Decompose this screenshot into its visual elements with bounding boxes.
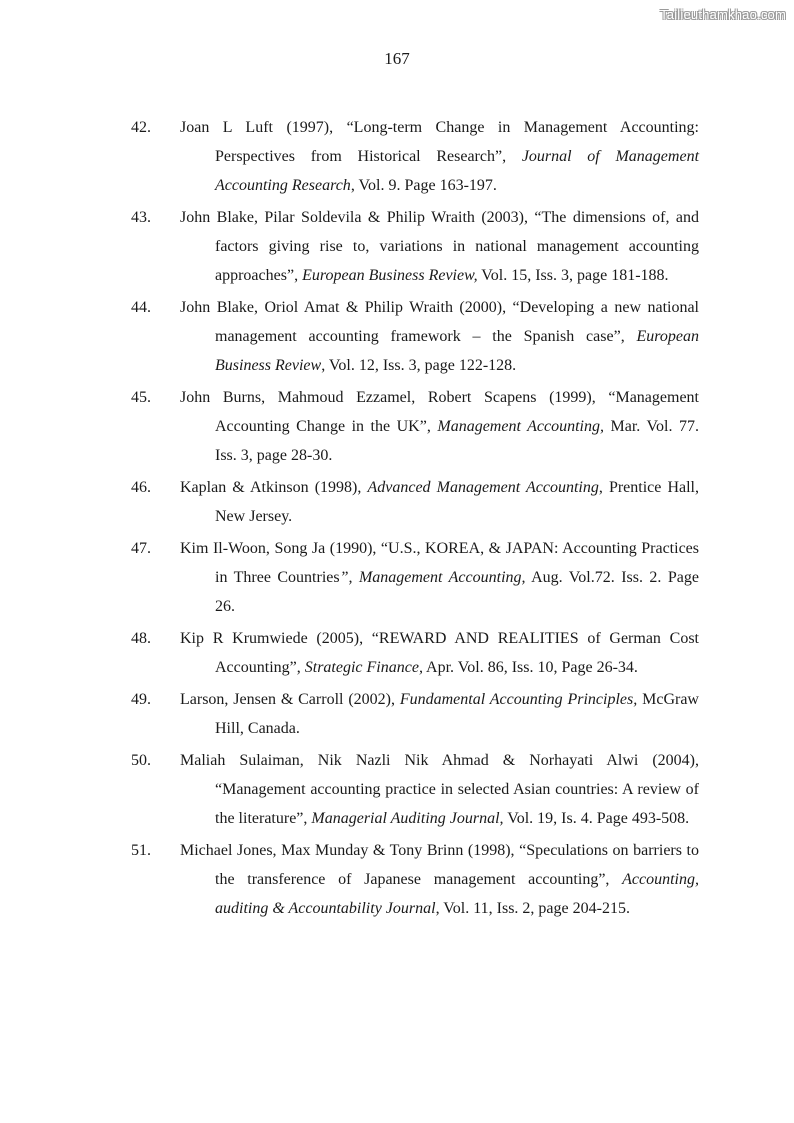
reference-item [131, 473, 699, 531]
reference-text: Kip R Krumwiede (2005), “REWARD AND REALITIES of German Cost Accounting”, Strategic Finance, Apr. Vol. 86, Iss. 10, Page 26-34. [180, 630, 699, 676]
reference-item [131, 685, 699, 743]
reference-text: Larson, Jensen & Carroll (2002), Fundamental Accounting Principles, McGraw Hill, Canada. [180, 691, 699, 737]
reference-number: 44. [131, 299, 151, 316]
reference-list [131, 113, 699, 923]
reference-item [131, 203, 699, 290]
reference-text: Maliah Sulaiman, Nik Nazli Nik Ahmad & Norhayati Alwi (2004), “Management accounting practice in selected Asian countries: A review of the literature”, Managerial Auditing Journal, Vol. 19, Is. 4. Page 493-508. [180, 752, 699, 827]
page-number: 167 [384, 49, 410, 68]
reference-text: Michael Jones, Max Munday & Tony Brinn (1998), “Speculations on barriers to the transference of Japanese management accounting”, Accounting, auditing & Accountability Journal, Vol. 11, Iss. 2, page 204-215. [180, 842, 699, 917]
reference-item [131, 383, 699, 470]
reference-item [131, 746, 699, 833]
reference-text: John Blake, Oriol Amat & Philip Wraith (2000), “Developing a new national management accounting framework – the Spanish case”, European Business Review, Vol. 12, Iss. 3, page 122-128. [180, 299, 699, 374]
reference-text: Joan L Luft (1997), “Long-term Change in Management Accounting: Perspectives from Historical Research”, Journal of Management Accounting Research, Vol. 9. Page 163-197. [180, 119, 700, 194]
reference-number: 45. [131, 389, 151, 406]
reference-number: 43. [131, 209, 151, 226]
reference-number: 51. [131, 842, 151, 859]
reference-item [131, 113, 699, 200]
reference-item [131, 836, 699, 923]
reference-number: 48. [131, 630, 151, 647]
reference-text: Kaplan & Atkinson (1998), Advanced Management Accounting, Prentice Hall, New Jersey. [180, 479, 699, 525]
reference-number: 49. [131, 691, 151, 708]
reference-number: 47. [131, 540, 151, 557]
reference-text: Kim Il-Woon, Song Ja (1990), “U.S., KOREA, & JAPAN: Accounting Practices in Three Countries”, Management Accounting, Aug. Vol.72. Iss. 2. Page 26. [180, 540, 699, 615]
reference-item [131, 534, 699, 621]
watermark-text: Tailieuthamkhao.com [660, 7, 786, 22]
reference-item [131, 293, 699, 380]
reference-item [131, 624, 699, 682]
reference-number: 46. [131, 479, 151, 496]
reference-number: 42. [131, 119, 151, 136]
reference-number: 50. [131, 752, 151, 769]
reference-text: John Blake, Pilar Soldevila & Philip Wraith (2003), “The dimensions of, and factors giving rise to, variations in national management accounting approaches”, European Business Review, Vol. 15, Iss. 3, page 181-188. [180, 209, 699, 284]
reference-text: John Burns, Mahmoud Ezzamel, Robert Scapens (1999), “Management Accounting Change in the UK”, Management Accounting, Mar. Vol. 77. Iss. 3, page 28-30. [180, 389, 700, 464]
